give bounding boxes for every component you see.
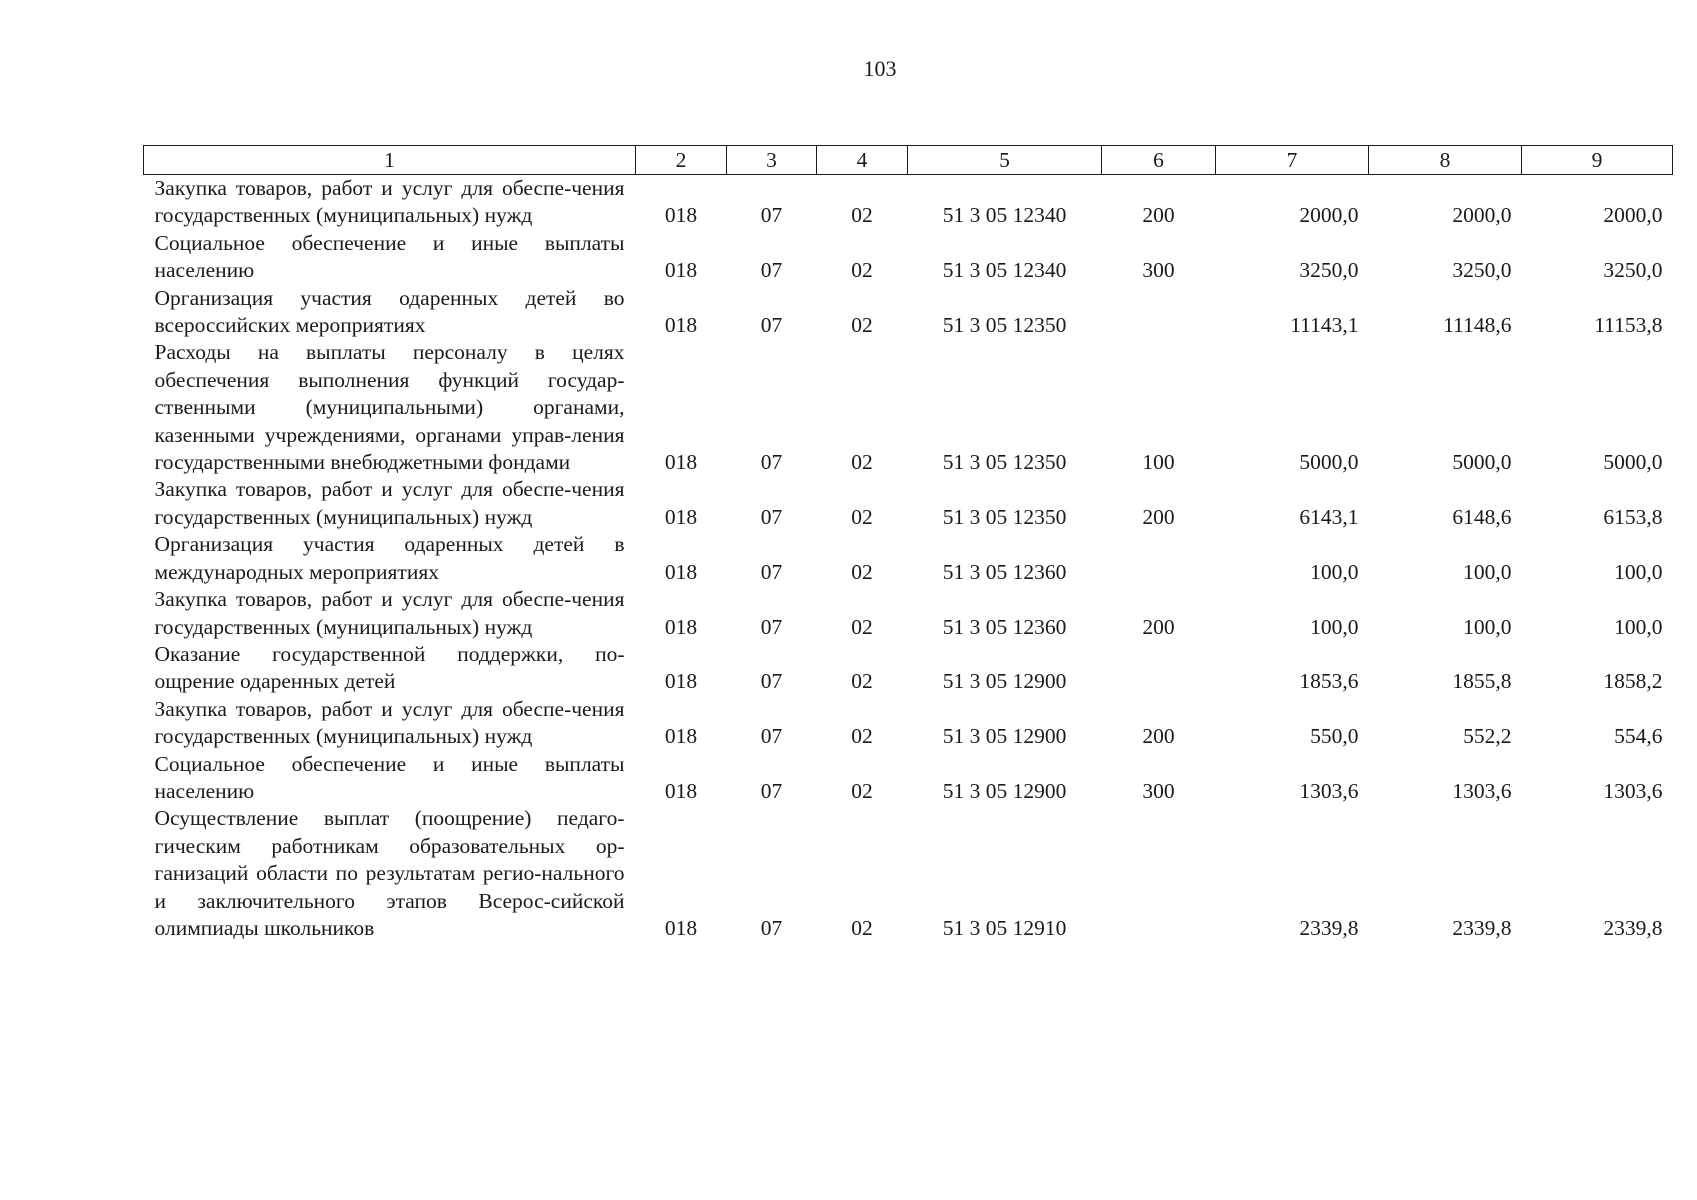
column-header: 9: [1522, 146, 1673, 175]
column-header: 4: [817, 146, 908, 175]
row-code-4: 02: [851, 203, 873, 228]
row-amount-8: 6148,6: [1452, 504, 1512, 529]
row-amount-9: 2000,0: [1603, 203, 1663, 228]
row-amount-7: 11143,1: [1290, 313, 1359, 338]
row-code-6: 200: [1142, 203, 1175, 228]
row-code-5: 51 3 05 12360: [942, 614, 1067, 639]
row-amount-9: 100,0: [1614, 614, 1663, 639]
row-amount-8: 100,0: [1463, 559, 1512, 584]
row-code-6: 300: [1142, 778, 1175, 803]
row-amount-9: 1858,2: [1603, 669, 1663, 694]
row-amount-9: 3250,0: [1603, 258, 1663, 283]
row-amount-9: 1303,6: [1603, 778, 1663, 803]
row-code-6: [1102, 641, 1216, 696]
row-code-5: 51 3 05 12900: [942, 778, 1067, 803]
row-amount-8: 100,0: [1463, 614, 1512, 639]
row-description: Закупка товаров, работ и услуг для обеспе-чения государственных (муниципальных) нужд: [154, 477, 625, 529]
row-amount-8: 552,2: [1463, 724, 1512, 749]
row-code-4: 02: [851, 669, 873, 694]
row-code-5: 51 3 05 12900: [942, 669, 1067, 694]
row-amount-8: 1303,6: [1452, 778, 1512, 803]
row-code-4: 02: [851, 778, 873, 803]
row-amount-7: 100,0: [1310, 559, 1359, 584]
row-code-6: 200: [1142, 614, 1175, 639]
table-row: [144, 230, 1673, 285]
row-code-6: 300: [1142, 258, 1175, 283]
row-code-2: 018: [664, 504, 698, 529]
column-header: 2: [636, 146, 727, 175]
row-amount-9: 5000,0: [1603, 450, 1663, 475]
row-code-4: 02: [851, 450, 873, 475]
row-code-3: 07: [760, 203, 783, 228]
table-body: [144, 175, 1673, 943]
row-code-2: 018: [664, 450, 698, 475]
row-amount-7: 5000,0: [1299, 450, 1359, 475]
table-row: [144, 339, 1673, 476]
column-header: 7: [1216, 146, 1369, 175]
row-code-5: 51 3 05 12350: [942, 504, 1067, 529]
row-code-4: 02: [851, 614, 873, 639]
row-code-6: 100: [1142, 450, 1175, 475]
column-header: 5: [908, 146, 1102, 175]
row-code-3: 07: [760, 504, 783, 529]
row-code-4: 02: [851, 258, 873, 283]
row-amount-7: 2339,8: [1299, 915, 1359, 940]
row-description: Закупка товаров, работ и услуг для обеспе-чения государственных (муниципальных) нужд: [154, 587, 625, 639]
table-row: [144, 285, 1673, 340]
row-code-6: 200: [1142, 724, 1175, 749]
table-header-row: [144, 146, 1673, 175]
row-description: Закупка товаров, работ и услуг для обеспе-чения государственных (муниципальных) нужд: [154, 696, 625, 749]
row-code-2: 018: [664, 559, 698, 584]
row-code-2: 018: [664, 669, 698, 694]
row-amount-9: 2339,8: [1603, 915, 1663, 940]
row-amount-8: 2339,8: [1452, 915, 1512, 940]
row-code-3: 07: [760, 258, 783, 283]
row-amount-8: 1855,8: [1452, 669, 1512, 694]
row-code-2: 018: [664, 258, 698, 283]
table-row: [144, 586, 1673, 641]
row-code-3: 07: [760, 450, 783, 475]
table-row: [144, 476, 1673, 531]
table-row: [144, 751, 1673, 806]
row-code-3: 07: [760, 559, 783, 584]
row-code-4: 02: [851, 724, 873, 749]
column-header: 3: [727, 146, 817, 175]
row-amount-7: 100,0: [1310, 614, 1359, 639]
row-code-5: 51 3 05 12350: [942, 313, 1067, 338]
table-row: [144, 641, 1673, 696]
row-code-2: 018: [664, 203, 698, 228]
row-code-4: 02: [851, 559, 873, 584]
row-description: Оказание государственной поддержки, по-ощрение одаренных детей: [154, 641, 625, 694]
row-code-3: 07: [760, 778, 783, 803]
row-amount-7: 6143,1: [1299, 504, 1359, 529]
row-code-2: 018: [664, 724, 698, 749]
row-code-2: 018: [664, 614, 698, 639]
row-code-3: 07: [760, 915, 783, 940]
row-code-3: 07: [760, 313, 783, 338]
row-code-5: 51 3 05 12360: [942, 559, 1067, 584]
column-header: 8: [1369, 146, 1522, 175]
row-code-3: 07: [760, 724, 783, 749]
row-amount-8: 5000,0: [1452, 450, 1512, 475]
row-amount-7: 1303,6: [1299, 778, 1359, 803]
row-code-5: 51 3 05 12340: [942, 203, 1067, 228]
row-description: Расходы на выплаты персоналу в целях обеспечения выполнения функций государ-ственными (муниципальными) органами, казенными учреждениями, органами управ-ления государственными внебюджетными фондами: [154, 340, 625, 475]
row-code-3: 07: [760, 669, 783, 694]
column-header: 6: [1102, 146, 1216, 175]
column-header: 1: [144, 146, 636, 175]
row-amount-7: 550,0: [1310, 724, 1359, 749]
table-row: [144, 175, 1673, 230]
table-row: [144, 696, 1673, 751]
row-code-6: [1102, 285, 1216, 340]
row-description: Социальное обеспечение и иные выплаты населению: [154, 230, 625, 283]
row-code-2: 018: [664, 313, 698, 338]
row-code-6: [1102, 805, 1216, 942]
page-number: 103: [863, 56, 897, 81]
row-code-3: 07: [760, 614, 783, 639]
row-code-5: 51 3 05 12910: [942, 915, 1067, 940]
row-amount-7: 1853,6: [1299, 669, 1359, 694]
budget-table: [143, 145, 1673, 942]
row-code-5: 51 3 05 12900: [942, 724, 1067, 749]
row-code-2: 018: [664, 915, 698, 940]
row-amount-9: 11153,8: [1594, 313, 1663, 338]
row-code-5: 51 3 05 12350: [942, 450, 1067, 475]
row-code-6: 200: [1142, 504, 1175, 529]
row-description: Социальное обеспечение и иные выплаты населению: [154, 751, 625, 803]
row-code-4: 02: [851, 915, 873, 940]
row-amount-9: 100,0: [1614, 559, 1663, 584]
row-amount-7: 3250,0: [1299, 258, 1359, 283]
row-code-4: 02: [851, 504, 873, 529]
row-amount-9: 6153,8: [1603, 504, 1663, 529]
row-amount-8: 11148,6: [1443, 313, 1512, 338]
row-description: Закупка товаров, работ и услуг для обеспе-чения государственных (муниципальных) нужд: [154, 176, 625, 228]
row-code-2: 018: [664, 778, 698, 803]
row-amount-8: 2000,0: [1452, 203, 1512, 228]
row-code-4: 02: [851, 313, 873, 338]
row-description: Осуществление выплат (поощрение) педаго-гическим работникам образовательных ор-ганизаций области по результатам регио-нального и заключительного этапов Всерос-сийской олимпиады школьников: [154, 806, 625, 940]
row-description: Организация участия одаренных детей в международных мероприятиях: [154, 532, 625, 584]
row-amount-8: 3250,0: [1452, 258, 1512, 283]
table-row: [144, 805, 1673, 942]
row-code-6: [1102, 531, 1216, 586]
row-code-5: 51 3 05 12340: [942, 258, 1067, 283]
row-description: Организация участия одаренных детей во всероссийских мероприятиях: [154, 285, 625, 338]
table-row: [144, 531, 1673, 586]
row-amount-7: 2000,0: [1299, 203, 1359, 228]
row-amount-9: 554,6: [1614, 724, 1663, 749]
